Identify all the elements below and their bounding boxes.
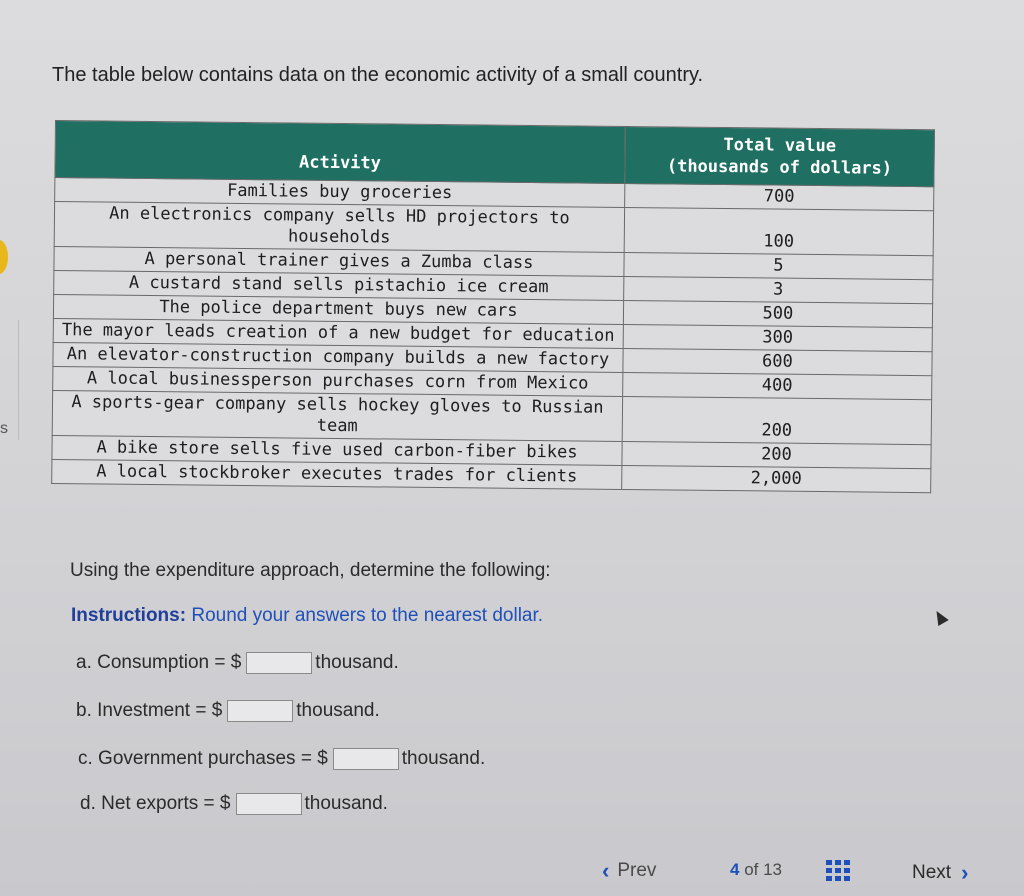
chevron-left-icon: ‹: [602, 858, 610, 883]
activity-cell: A local stockbroker executes trades for clients: [52, 459, 622, 489]
instructions-label: Instructions:: [71, 605, 187, 626]
activity-table: [51, 120, 935, 493]
activity-cell: A personal trainer gives a Zumba class: [54, 246, 624, 276]
activity-cell: An electronics company sells HD projectors to households: [54, 202, 624, 253]
investment-input[interactable]: [227, 700, 293, 722]
investment-row: [76, 700, 380, 722]
investment-unit: thousand.: [296, 700, 380, 721]
value-cell: 5: [624, 252, 933, 279]
next-label: Next: [912, 862, 952, 883]
net-exports-unit: thousand.: [304, 793, 388, 814]
activity-cell: A local businessperson purchases corn from Mexico: [53, 366, 623, 396]
intro-text: The table below contains data on the economic activity of a small country.: [52, 64, 704, 86]
value-cell: 100: [624, 207, 934, 255]
government-purchases-unit: thousand.: [401, 748, 486, 769]
instructions-text: [71, 605, 543, 627]
activity-cell: Families buy groceries: [55, 178, 625, 208]
value-cell: 400: [623, 372, 932, 399]
current-page: 4: [730, 860, 740, 879]
consumption-label: a. Consumption = $: [76, 652, 242, 673]
consumption-row: [76, 652, 399, 674]
header-value-line1: Total value: [723, 135, 837, 157]
sidebar-edge-text: s: [0, 420, 8, 437]
value-cell: 200: [622, 396, 932, 444]
value-cell: 2,000: [622, 465, 931, 492]
activity-cell: The mayor leads creation of a new budget for education: [53, 318, 623, 348]
header-total-value: [625, 126, 935, 186]
next-button[interactable]: [912, 860, 968, 886]
activity-cell: An elevator-construction company builds a new factory: [53, 342, 623, 372]
government-purchases-input[interactable]: [333, 748, 399, 770]
net-exports-input[interactable]: [236, 793, 302, 815]
question-text: Using the expenditure approach, determine the following:: [70, 560, 551, 581]
question-grid-icon[interactable]: [826, 860, 850, 882]
consumption-input[interactable]: [246, 652, 312, 674]
mouse-cursor-icon: [931, 608, 948, 626]
government-purchases-label: c. Government purchases = $: [78, 748, 328, 769]
consumption-unit: thousand.: [315, 652, 399, 673]
instructions-body: Round your answers to the nearest dollar.: [186, 605, 544, 626]
net-exports-row: [80, 793, 388, 815]
sidebar-marker: [0, 240, 8, 274]
value-cell: 700: [625, 183, 934, 210]
investment-label: b. Investment = $: [76, 700, 223, 721]
value-cell: 300: [623, 324, 932, 351]
activity-cell: A bike store sells five used carbon-fiber bikes: [52, 435, 622, 465]
footer-nav: [0, 850, 1024, 896]
prev-label: Prev: [617, 860, 657, 881]
header-activity: Activity: [55, 121, 625, 184]
prev-button[interactable]: [602, 858, 656, 884]
government-purchases-row: [78, 748, 485, 770]
net-exports-label: d. Net exports = $: [80, 793, 231, 814]
value-cell: 200: [622, 441, 931, 468]
page-total: of 13: [744, 860, 783, 879]
value-cell: 3: [624, 276, 933, 303]
chevron-right-icon: ›: [961, 860, 969, 885]
value-cell: 500: [623, 300, 932, 327]
table-header-row: [55, 121, 935, 187]
activity-cell: A custard stand sells pistachio ice cream: [54, 270, 624, 300]
value-cell: 600: [623, 348, 932, 375]
page-indicator: [730, 860, 782, 880]
header-value-line2: (thousands of dollars): [666, 156, 893, 179]
activity-cell: The police department buys new cars: [53, 294, 623, 324]
activity-cell: A sports-gear company sells hockey gloves to Russian team: [52, 390, 622, 441]
